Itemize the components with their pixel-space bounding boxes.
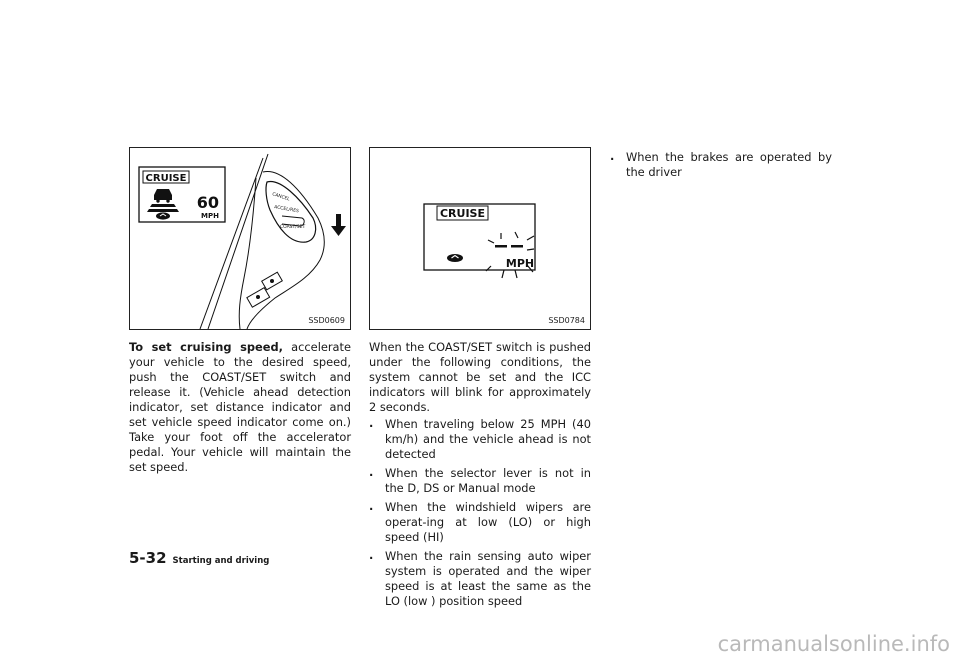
column-middle-text xyxy=(369,340,591,613)
cancel-switch-label: CANCEL xyxy=(271,192,291,203)
bullet-dot: . xyxy=(369,465,374,479)
bullet-dot: . xyxy=(369,416,374,430)
watermark: carmanualsonline.info xyxy=(717,632,950,656)
section-title: Starting and driving xyxy=(172,556,270,566)
coast-set-intro: When the COAST/SET switch is pushed under the following conditions, the system cannot be set and the ICC indicators will blink for approximately 2 seconds. xyxy=(369,340,591,414)
page-footer xyxy=(129,548,269,567)
figure-left-illustration xyxy=(130,148,350,329)
set-indicator-icon xyxy=(447,254,463,262)
bullet-dot: . xyxy=(369,548,374,562)
speed-value: 60 xyxy=(196,193,219,212)
column-left-text xyxy=(129,340,351,475)
bullet-dot: . xyxy=(610,149,615,163)
conditions-list-continued xyxy=(610,150,832,180)
figure-middle-illustration xyxy=(370,148,590,329)
set-speed-paragraph xyxy=(129,340,351,475)
list-item: . When the brakes are operated by the driver xyxy=(610,149,832,179)
set-speed-body: accelerate your vehicle to the desired speed, push the COAST/SET switch and release it. (Vehicle ahead detection indicator, set distance indicator and set vehicle speed indicator come on.) Take your foot off the accelerator pedal. Your vehicle will maintain the set speed. xyxy=(129,340,352,474)
accel-res-switch-label: ACCEL/RES xyxy=(273,205,300,215)
figure-id-left: SSD0609 xyxy=(308,316,345,325)
bullet-dot: . xyxy=(369,499,374,513)
cruise-display-label: CRUISE xyxy=(145,173,187,184)
figure-cruise-set-switch xyxy=(129,147,351,330)
set-speed-lead: To set cruising speed, xyxy=(129,340,283,354)
page-number: 5-32 xyxy=(129,549,167,567)
column-right-text xyxy=(610,150,832,184)
coast-set-switch-label: COAST/SET xyxy=(280,225,306,230)
cruise-display-label: CRUISE xyxy=(439,207,486,220)
list-item: . When traveling below 25 MPH (40 km/h) and the vehicle ahead is not detected xyxy=(369,416,591,461)
conditions-list xyxy=(369,417,591,609)
set-indicator-icon xyxy=(156,212,170,219)
list-item: . When the rain sensing auto wiper system is operated and the wiper speed is at least the same as the LO (low ) position speed xyxy=(369,548,591,608)
list-item: . When the selector lever is not in the D, DS or Manual mode xyxy=(369,465,591,495)
speed-unit: MPH xyxy=(201,212,219,220)
speed-unit: MPH xyxy=(505,257,535,270)
figure-cruise-indicators-blink xyxy=(369,147,591,330)
down-arrow-icon xyxy=(331,214,346,236)
figure-id-middle: SSD0784 xyxy=(548,316,585,325)
list-item: . When the windshield wipers are operat-ing at low (LO) or high speed (HI) xyxy=(369,499,591,544)
